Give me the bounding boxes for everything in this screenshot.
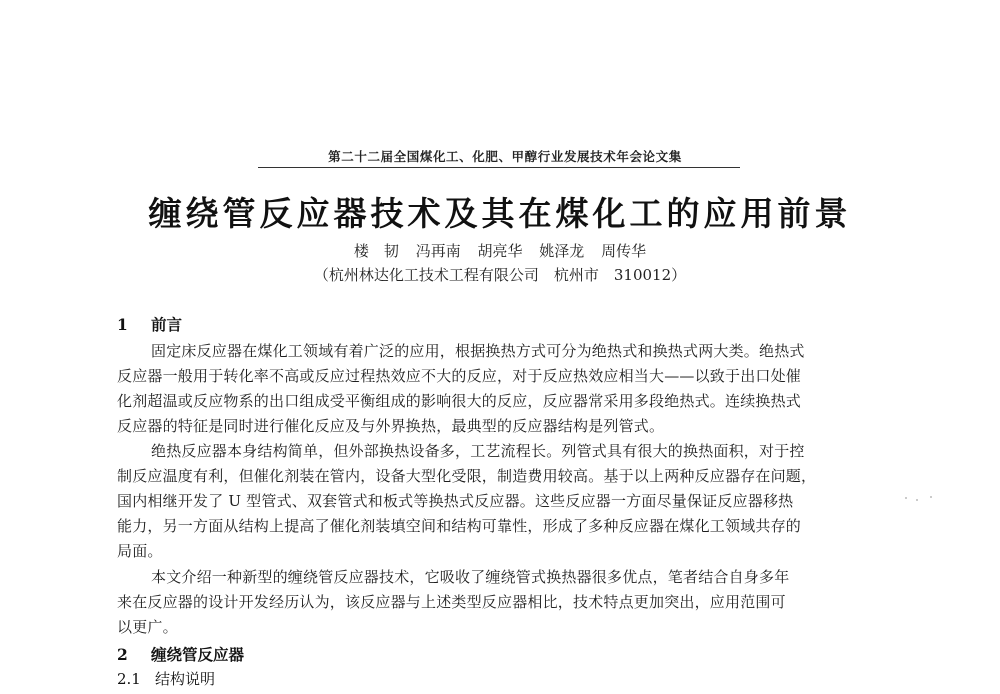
body-text-line: 国内相继开发了 U 型管式、双套管式和板式等换热式反应器。这些反应器一方面尽量保证反应器移热 [117, 492, 794, 510]
author-list [250, 240, 750, 261]
body-text-line: 化剂超温或反应物系的出口组成受平衡组成的影响很大的反应，反应器常采用多段绝热式。连续换热式 [117, 392, 802, 410]
running-header: 第二十二届全国煤化工、化肥、甲醇行业发展技术年会论文集 [328, 149, 682, 164]
subsection-heading [117, 668, 215, 689]
author-name: 冯再南 [415, 242, 461, 260]
body-text-line: 局面。 [117, 542, 163, 560]
author-name: 周传华 [601, 242, 647, 260]
author-name: 胡亮华 [477, 242, 523, 260]
scan-speck [916, 499, 918, 501]
body-text-line: 绝热反应器本身结构简单，但外部换热设备多，工艺流程长。列管式具有很大的换热面积，对于控 [151, 442, 805, 460]
body-text-line: 制反应温度有利，但催化剂装在管内，设备大型化受限，制造费用较高。基于以上两种反应器存在问题， [117, 467, 817, 485]
body-text-line: 反应器一般用于转化率不高或反应过程热效应不大的反应，对于反应热效应相当大——以致于出口处催 [117, 367, 802, 385]
body-text-line: 本文介绍一种新型的缠绕管反应器技术，它吸收了缠绕管式换热器很多优点，笔者结合自身多年 [151, 568, 790, 586]
section-heading [117, 643, 244, 665]
body-text-line: 固定床反应器在煤化工领域有着广泛的应用，根据换热方式可分为绝热式和换热式两大类。绝热式 [151, 342, 805, 360]
affiliation: （杭州林达化工技术工程有限公司 杭州市 310012） [313, 266, 687, 284]
subsection-title: 结构说明 [155, 670, 216, 688]
body-text-line: 能力，另一方面从结构上提高了催化剂装填空间和结构可靠性，形成了多种反应器在煤化工领域共存的 [117, 517, 802, 535]
paper-title: 缠绕管反应器技术及其在煤化工的应用前景 [148, 194, 852, 233]
body-text-line: 反应器的特征是同时进行催化反应及与外界换热，最典型的反应器结构是列管式。 [117, 417, 665, 435]
scan-speck [930, 496, 932, 498]
subsection-number: 2.1 [117, 670, 141, 688]
section-number: 1 [117, 315, 128, 334]
scan-speck [905, 497, 907, 499]
section-title: 缠绕管反应器 [151, 645, 245, 664]
author-name: 姚泽龙 [539, 242, 585, 260]
section-heading [117, 313, 182, 335]
author-name: 楼 韧 [353, 242, 399, 260]
header-rule [258, 167, 740, 168]
body-text-line: 来在反应器的设计开发经历认为，该反应器与上述类型反应器相比，技术特点更加突出，应用范围可 [117, 593, 786, 611]
section-title: 前言 [151, 315, 183, 334]
section-number: 2 [117, 645, 128, 664]
body-text-line: 以更广。 [117, 618, 178, 636]
